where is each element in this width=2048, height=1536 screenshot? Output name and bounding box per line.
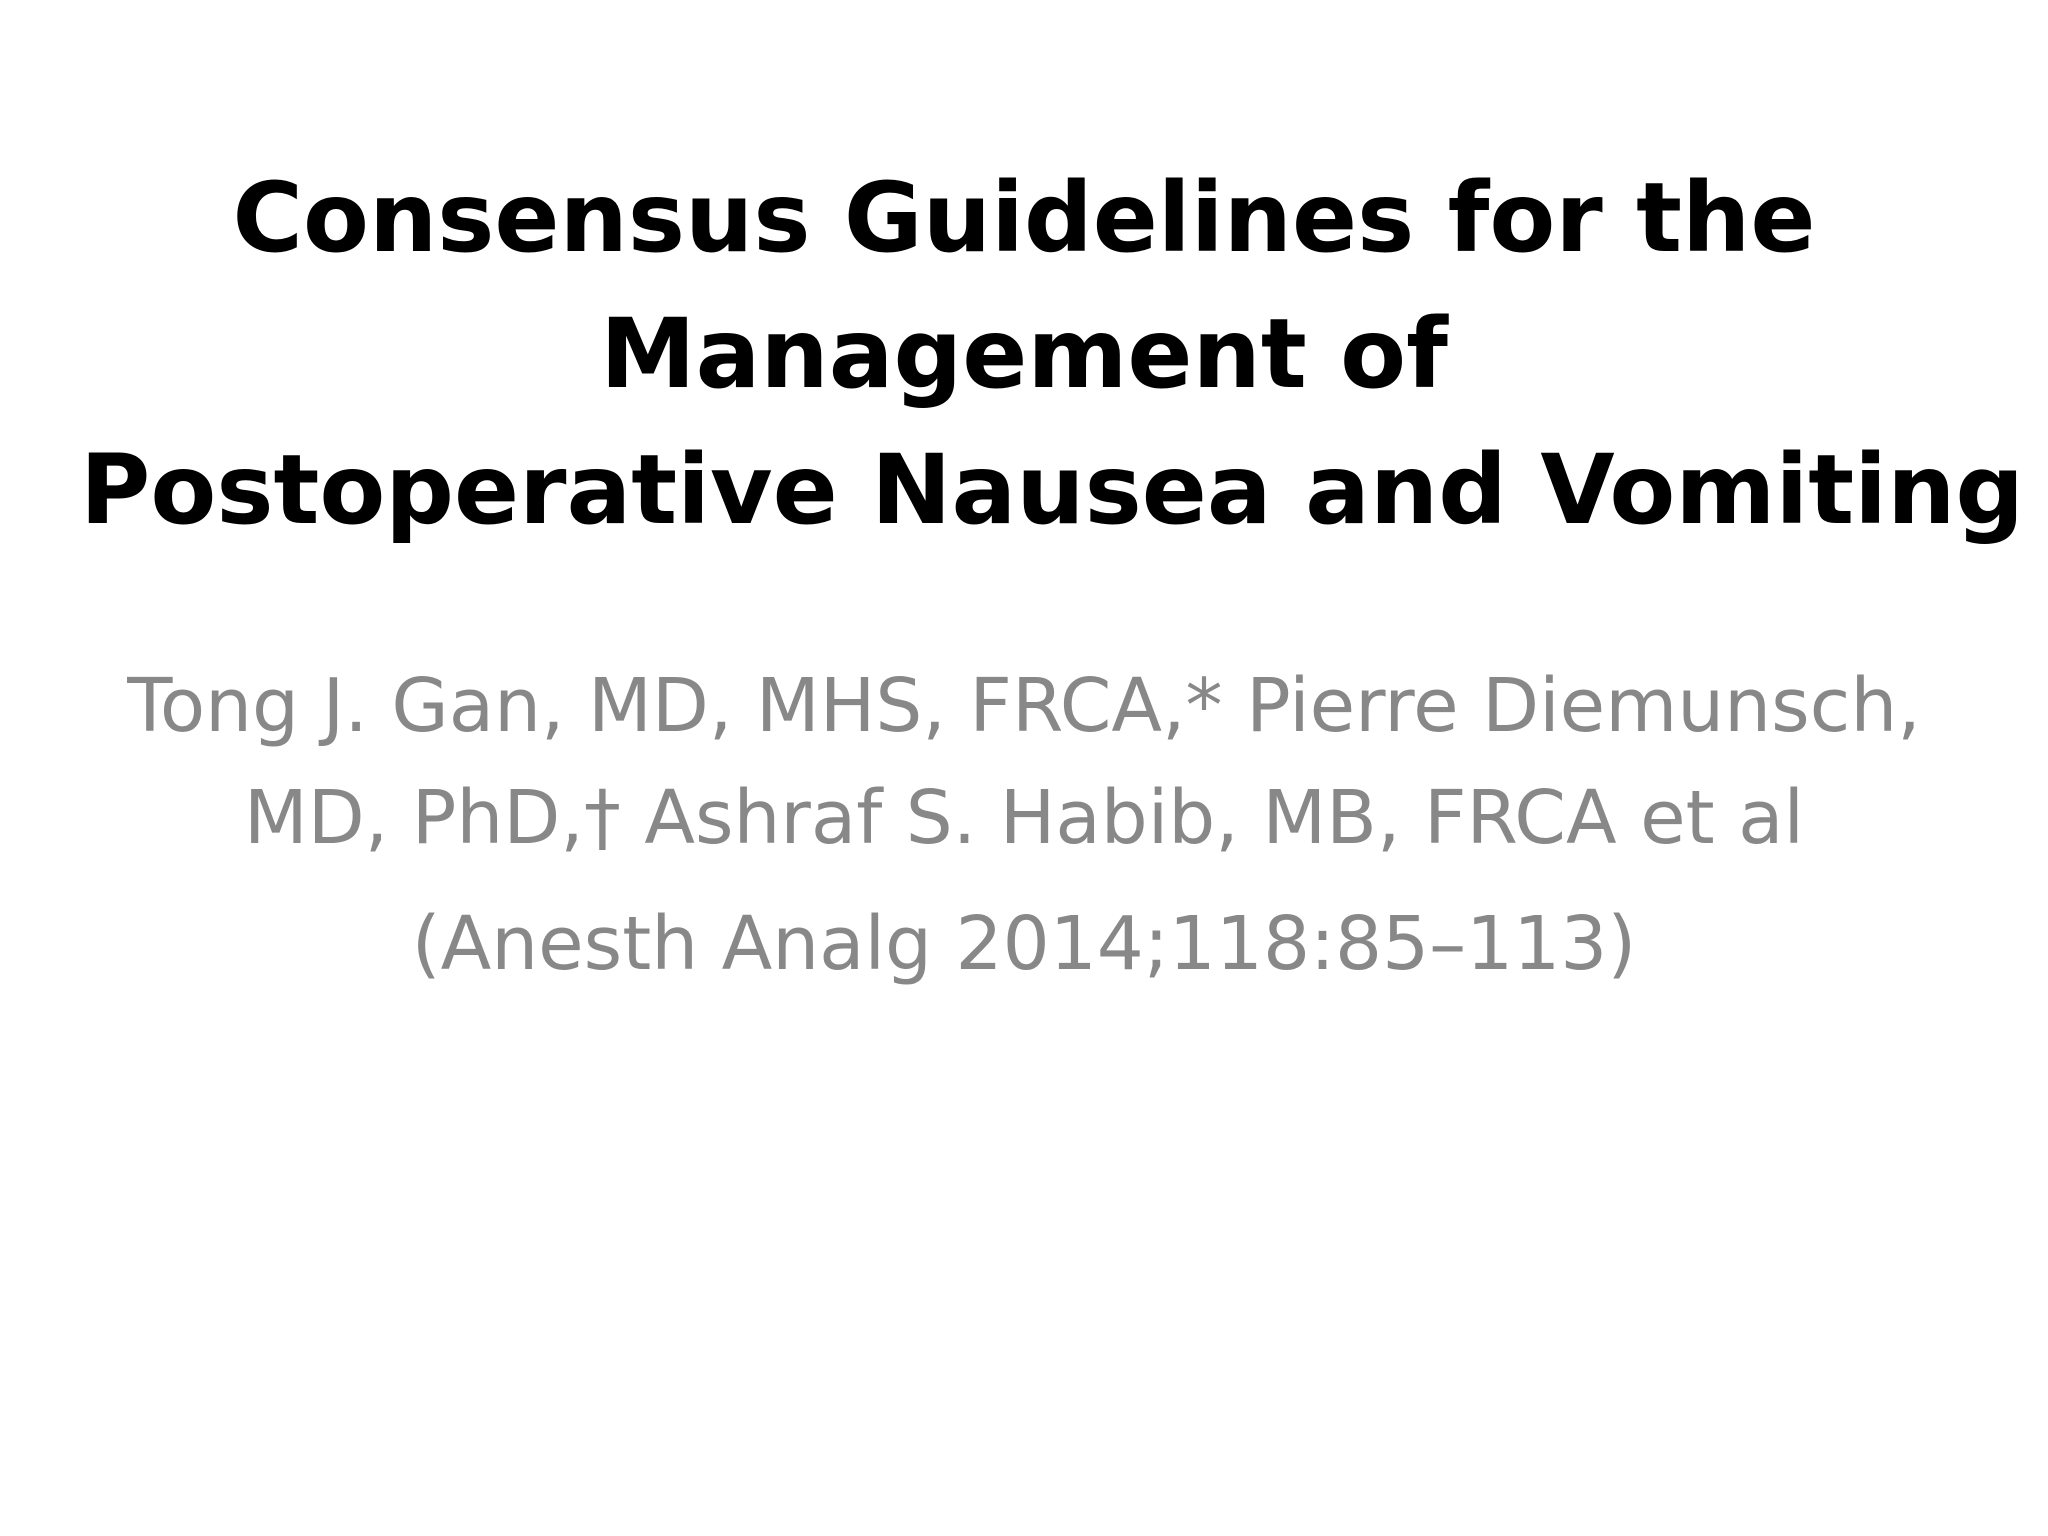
- title-line-3: Postoperative Nausea and Vomiting: [80, 434, 2025, 546]
- title-line-2: Management of: [600, 298, 1448, 410]
- authors-line-2: MD, PhD,† Ashraf S. Habib, MB, FRCA et al: [243, 775, 1805, 861]
- slide-title: [80, 150, 2025, 558]
- citation: (Anesth Analg 2014;118:85–113): [411, 901, 1637, 987]
- slide-subtitle: [80, 650, 1968, 1000]
- title-line-1: Consensus Guidelines for the: [232, 162, 1816, 274]
- authors-line-1: Tong J. Gan, MD, MHS, FRCA,* Pierre Diemunsch,: [127, 663, 1921, 749]
